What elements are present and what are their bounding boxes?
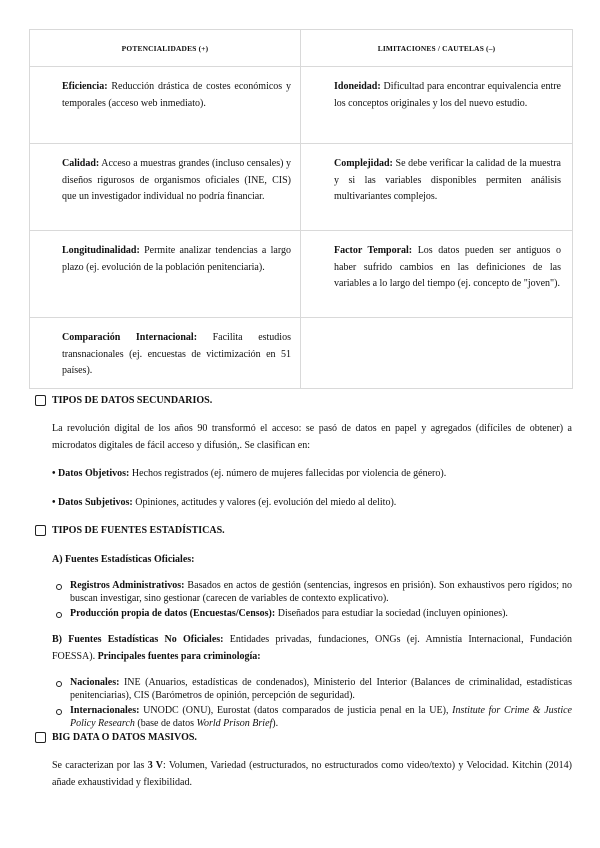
section-heading-datos-secundarios — [35, 395, 212, 406]
paragraph-big-data: Se caracterizan por las 3 V: Volumen, Variedad (estructurados, no estructurados como video/texto) y Velocidad. Kitchin (2014) añade exhaustividad y flexibilidad. — [52, 760, 573, 788]
checkbox-icon — [35, 395, 46, 406]
section-title: BIG DATA O DATOS MASIVOS. — [52, 732, 197, 743]
list-item: Producción propia de datos (Encuestas/Censos): Diseñados para estudiar la sociedad (incluyen opiniones). — [56, 608, 572, 621]
list-item: Registros Administrativos: Basados en actos de gestión (sentencias, ingresos en prisión). Son exhaustivos pero rígidos; no buscan investigar, sino gestionar (carecen de variables de contexto explicativo). — [56, 580, 572, 605]
cell-complejidad: Complejidad: Se debe verificar la calidad de la muestra y si las variables disponibles permiten análisis multivariantes complejos. — [301, 144, 573, 231]
paragraph-datos-objetivos: • Datos Objetivos: Hechos registrados (ej. número de mujeres fallecidas por violencia de género). — [52, 468, 447, 479]
circle-bullet-icon — [56, 612, 62, 618]
list-fuentes-oficiales — [56, 580, 572, 624]
circle-bullet-icon — [56, 681, 62, 687]
section-title: TIPOS DE FUENTES ESTADÍSTICAS. — [52, 525, 225, 536]
section-heading-big-data — [35, 732, 197, 743]
cell-empty — [301, 318, 573, 389]
list-item: Internacionales: UNODC (ONU), Eurostat (datos comparados de justicia penal en la UE), Institute for Crime & Justice Policy Research (base de datos World Prison Brief). — [56, 705, 572, 730]
section-heading-fuentes-estadisticas — [35, 525, 225, 536]
header-limitaciones: LIMITACIONES / CAUTELAS (–) — [301, 30, 573, 67]
section-title: TIPOS DE DATOS SECUNDARIOS. — [52, 395, 213, 406]
checkbox-icon — [35, 732, 46, 743]
paragraph-fuentes-no-oficiales: B) Fuentes Estadísticas No Oficiales: Entidades privadas, fundaciones, ONGs (ej. Amnistía Internacional, Fundación FOESSA). Principales fuentes para criminología: — [52, 634, 572, 662]
cell-factor-temporal: Factor Temporal: Los datos pueden ser antiguos o haber sufrido cambios en las definiciones de las variables a lo largo del tiempo (ej. concepto de "joven"). — [301, 231, 573, 318]
paragraph-intro: La revolución digital de los años 90 transformó el acceso: se pasó de datos en papel y agregados (difíciles de obtener) a microdatos digitales de fácil acceso y difusión,. Se clasifican en: — [52, 423, 572, 451]
circle-bullet-icon — [56, 709, 62, 715]
header-potencialidades: POTENCIALIDADES (+) — [30, 30, 301, 67]
circle-bullet-icon — [56, 584, 62, 590]
cell-idoneidad: Idoneidad: Dificultad para encontrar equivalencia entre los conceptos originales y los del nuevo estudio. — [301, 67, 573, 144]
checkbox-icon — [35, 525, 46, 536]
subtitle-fuentes-oficiales: A) Fuentes Estadísticas Oficiales: — [52, 554, 195, 565]
potentialities-limitations-table — [29, 29, 573, 389]
paragraph-datos-subjetivos: • Datos Subjetivos: Opiniones, actitudes y valores (ej. evolución del miedo al delito). — [52, 497, 397, 508]
cell-longitudinalidad: Longitudinalidad: Permite analizar tendencias a largo plazo (ej. evolución de la población penitenciaria). — [30, 231, 301, 318]
cell-calidad: Calidad: Acceso a muestras grandes (incluso censales) y diseños rigurosos de organismos oficiales (INE, CIS) que un investigador individual no podría financiar. — [30, 144, 301, 231]
cell-comparacion-internacional: Comparación Internacional: Facilita estudios transnacionales (ej. encuestas de victimización en 51 países). — [30, 318, 301, 389]
list-fuentes-criminologia — [56, 677, 572, 733]
list-item: Nacionales: INE (Anuarios, estadísticas de condenados), Ministerio del Interior (Balances de criminalidad, estadísticas penitenciarias), CIS (Barómetros de opinión, percepción de seguridad). — [56, 677, 572, 702]
cell-eficiencia: Eficiencia: Reducción drástica de costes económicos y temporales (acceso web inmediato). — [30, 67, 301, 144]
